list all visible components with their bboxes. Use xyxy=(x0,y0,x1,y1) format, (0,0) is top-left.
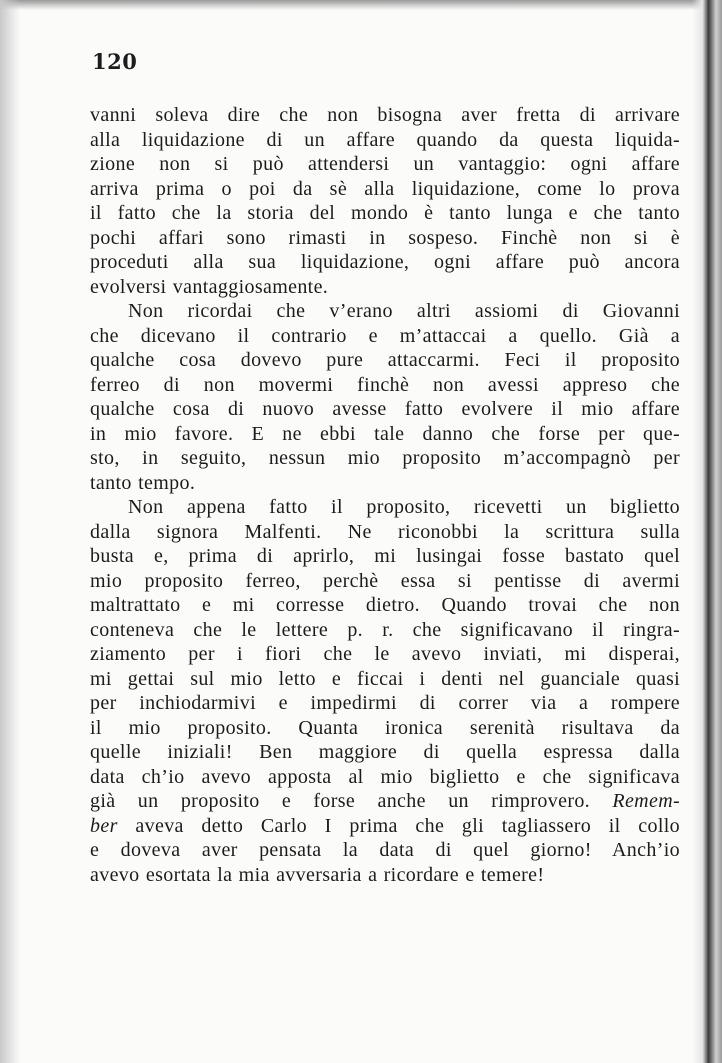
text-line: alla liquidazione di un affare quando da questa liquida- xyxy=(90,128,680,151)
text-line: già un proposito e forse anche un rimprovero. Remem- xyxy=(90,790,680,812)
text-line: vanni soleva dire che non bisogna aver fretta di arrivare xyxy=(90,104,680,126)
scan-right-edge xyxy=(692,0,722,1063)
text-line: busta e, prima di aprirlo, mi lusingai fosse bastato quel xyxy=(90,545,680,567)
text-line: zione non si può attendersi un vantaggio: ogni affare xyxy=(90,153,680,175)
text-line: Non appena fatto il proposito, ricevetti un biglietto xyxy=(128,496,680,518)
text-line: e doveva aver pensata la data di quel giorno! Anch’io xyxy=(90,839,680,861)
text-line: sto, in seguito, nessun mio proposito m’accompagnò per xyxy=(90,447,680,469)
text-line: qualche cosa dovevo pure attaccarmi. Feci il proposito xyxy=(90,349,680,371)
text-line: ferreo di non movermi finchè non avessi appreso che xyxy=(90,373,680,396)
text-line: data ch’io avevo apposta al mio biglietto e che significava xyxy=(90,765,680,788)
text-line: conteneva che le lettere p. r. che significavano il ringra- xyxy=(90,618,680,641)
text-line: che dicevano il contrario e m’attaccai a quello. Già a xyxy=(90,324,680,347)
text-line: in mio favore. E ne ebbi tale danno che forse per que- xyxy=(90,422,680,445)
text-line: il fatto che la storia del mondo è tanto lunga e che tanto xyxy=(90,202,680,224)
page-number: 120 xyxy=(92,49,138,74)
text-line: qualche cosa di nuovo avesse fatto evolvere il mio affare xyxy=(90,398,680,420)
body-text xyxy=(90,103,680,887)
scan-left-gutter xyxy=(0,0,20,1063)
text-line: avevo esortata la mia avversaria a ricordare e temere! xyxy=(90,863,545,886)
text-line: pochi affari sono rimasti in sospeso. Finchè non si è xyxy=(90,226,680,249)
paragraph-3 xyxy=(90,495,680,887)
text-line: tanto tempo. xyxy=(90,471,196,494)
text-line: arriva prima o poi da sè alla liquidazione, come lo prova xyxy=(90,177,680,200)
scan-top-shadow xyxy=(0,0,722,10)
paragraph-1 xyxy=(90,103,680,299)
text-line: Non ricordai che v’erano altri assiomi di Giovanni xyxy=(128,300,680,322)
text-line: maltrattato e mi corresse dietro. Quando trovai che non xyxy=(90,594,680,616)
text-line: mio proposito ferreo, perchè essa si pentisse di avermi xyxy=(90,569,680,592)
paragraph-2 xyxy=(90,299,680,495)
text-line: mi gettai sul mio letto e ficcai i denti nel guanciale quasi xyxy=(90,667,680,690)
text-line: il mio proposito. Quanta ironica serenità risultava da xyxy=(90,716,680,739)
text-line: dalla signora Malfenti. Ne riconobbi la scrittura sulla xyxy=(90,520,680,543)
text-line: evolversi vantaggiosamente. xyxy=(90,275,329,298)
text-line: per inchiodarmivi e impedirmi di correr via a rompere xyxy=(90,692,680,714)
text-line: proceduti alla sua liquidazione, ogni affare può ancora xyxy=(90,251,680,273)
text-line: ziamento per i fiori che le avevo inviati, mi disperai, xyxy=(90,643,680,665)
text-line: ber aveva detto Carlo I prima che gli tagliassero il collo xyxy=(90,814,680,837)
text-line: quelle iniziali! Ben maggiore di quella espressa dalla xyxy=(90,741,680,763)
